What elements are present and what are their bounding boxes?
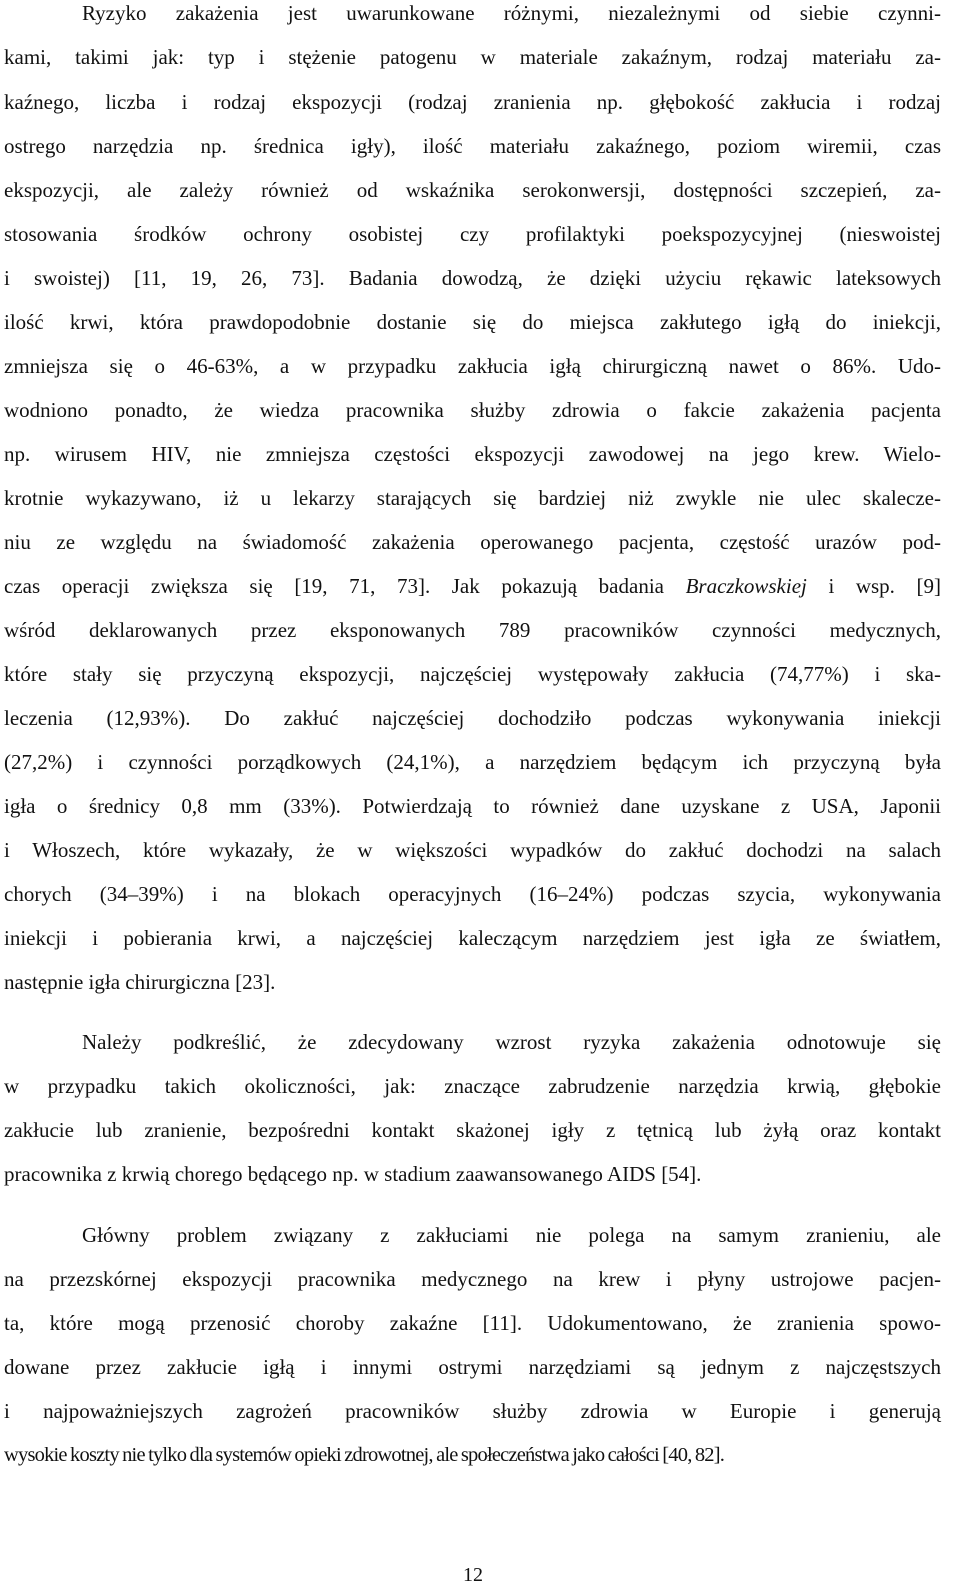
paragraph-2-line-3: zakłucie lub zranienie, bezpośredni kontakt skażonej igły z tętnicą lub żyłą oraz kontakt (4, 1118, 941, 1142)
paragraph-1-line-10: wodniono ponadto, że wiedza pracownika służby zdrowia o fakcie zakażenia pacjenta (4, 398, 941, 422)
paragraph-1-line-3: kaźnego, liczba i rodzaj ekspozycji (rodzaj zranienia np. głębokość zakłucia i rodzaj (4, 90, 941, 114)
paragraph-1-line-5: ekspozycji, ale zależy również od wskaźnika serokonwersji, dostępności szczepień, za- (4, 178, 941, 202)
paragraph-2-line-2: w przypadku takich okoliczności, jak: znaczące zabrudzenie narzędzia krwią, głębokie (4, 1074, 941, 1098)
paragraph-1-line-2: kami, takimi jak: typ i stężenie patogenu w materiale zakaźnym, rodzaj materiału za- (4, 45, 941, 69)
paragraph-1-line-19: igła o średnicy 0,8 mm (33%). Potwierdzają to również dane uzyskane z USA, Japonii (4, 794, 941, 818)
paragraph-3-line-5: i najpoważniejszych zagrożeń pracowników służby zdrowia w Europie i generują (4, 1399, 941, 1423)
line-14-text: czas operacji zwiększa się [19, 71, 73]. Jak pokazują badania (4, 574, 686, 598)
paragraph-1-line-11: np. wirusem HIV, nie zmniejsza częstości ekspozycji zawodowej na jego krew. Wielo- (4, 442, 941, 466)
paragraph-1-line-21: chorych (34–39%) i na blokach operacyjnych (16–24%) podczas szycia, wykonywania (4, 882, 941, 906)
paragraph-3-line-4: dowane przez zakłucie igłą i innymi ostrymi narzędziami są jednym z najczęstszych (4, 1355, 941, 1379)
paragraph-1-line-22: iniekcji i pobierania krwi, a najczęściej kaleczącym narzędziem jest igła ze światłem, (4, 926, 941, 950)
paragraph-3-line-1: Główny problem związany z zakłuciami nie polega na samym zranieniu, ale (82, 1223, 941, 1247)
paragraph-1-line-4: ostrego narzędzia np. średnica igły), ilość materiału zakaźnego, poziom wiremii, czas (4, 134, 941, 158)
paragraph-1-line-8: ilość krwi, która prawdopodobnie dostanie się do miejsca zakłutego igłą do iniekcji, (4, 310, 941, 334)
paragraph-1-line-17: leczenia (12,93%). Do zakłuć najczęściej dochodziło podczas wykonywania iniekcji (4, 706, 941, 730)
paragraph-2-line-1: Należy podkreślić, że zdecydowany wzrost ryzyka zakażenia odnotowuje się (82, 1030, 941, 1054)
line-14-citation: i wsp. [9] (806, 574, 941, 598)
paragraph-1-line-14 (4, 564, 941, 608)
paragraph-1-line-1: Ryzyko zakażenia jest uwarunkowane różnymi, niezależnymi od siebie czynni- (82, 1, 941, 25)
paragraph-1-line-6: stosowania środków ochrony osobistej czy profilaktyki poekspozycyjnej (nieswoistej (4, 222, 941, 246)
paragraph-3-line-3: ta, które mogą przenosić choroby zakaźne [11]. Udokumentowano, że zranienia spowo- (4, 1311, 941, 1335)
cited-author: Braczkowskiej (685, 574, 807, 598)
paragraph-1-line-23: następnie igła chirurgiczna [23]. (4, 970, 276, 994)
paragraph-1-line-18: (27,2%) i czynności porządkowych (24,1%), a narzędziem będącym ich przyczyną była (4, 750, 941, 774)
paragraph-1-line-15: wśród deklarowanych przez eksponowanych 789 pracowników czynności medycznych, (4, 618, 941, 642)
paragraph-1-line-9: zmniejsza się o 46-63%, a w przypadku zakłucia igłą chirurgiczną nawet o 86%. Udo- (4, 354, 941, 378)
paragraph-1-line-20: i Włoszech, które wykazały, że w większości wypadków do zakłuć dochodzi na salach (4, 838, 941, 862)
paragraph-1-line-12: krotnie wykazywano, iż u lekarzy starających się bardziej niż zwykle nie ulec skalecze- (4, 486, 941, 510)
paragraph-1-line-16: które stały się przyczyną ekspozycji, najczęściej występowały zakłucia (74,77%) i ska- (4, 662, 941, 686)
paragraph-1-line-7: i swoistej) [11, 19, 26, 73]. Badania dowodzą, że dzięki użyciu rękawic lateksowych (4, 266, 941, 290)
page-number: 12 (463, 1564, 483, 1586)
paragraph-3-line-6: wysokie koszty nie tylko dla systemów opieki zdrowotnej, ale społeczeństwa jako całości [40, 82]. (4, 1444, 725, 1466)
paragraph-2-line-4: pracownika z krwią chorego będącego np. w stadium zaawansowanego AIDS [54]. (4, 1162, 702, 1186)
paragraph-3-line-2: na przezskórnej ekspozycji pracownika medycznego na krew i płyny ustrojowe pacjen- (4, 1267, 941, 1291)
paragraph-1-line-13: niu ze względu na świadomość zakażenia operowanego pacjenta, częstość urazów pod- (4, 530, 941, 554)
